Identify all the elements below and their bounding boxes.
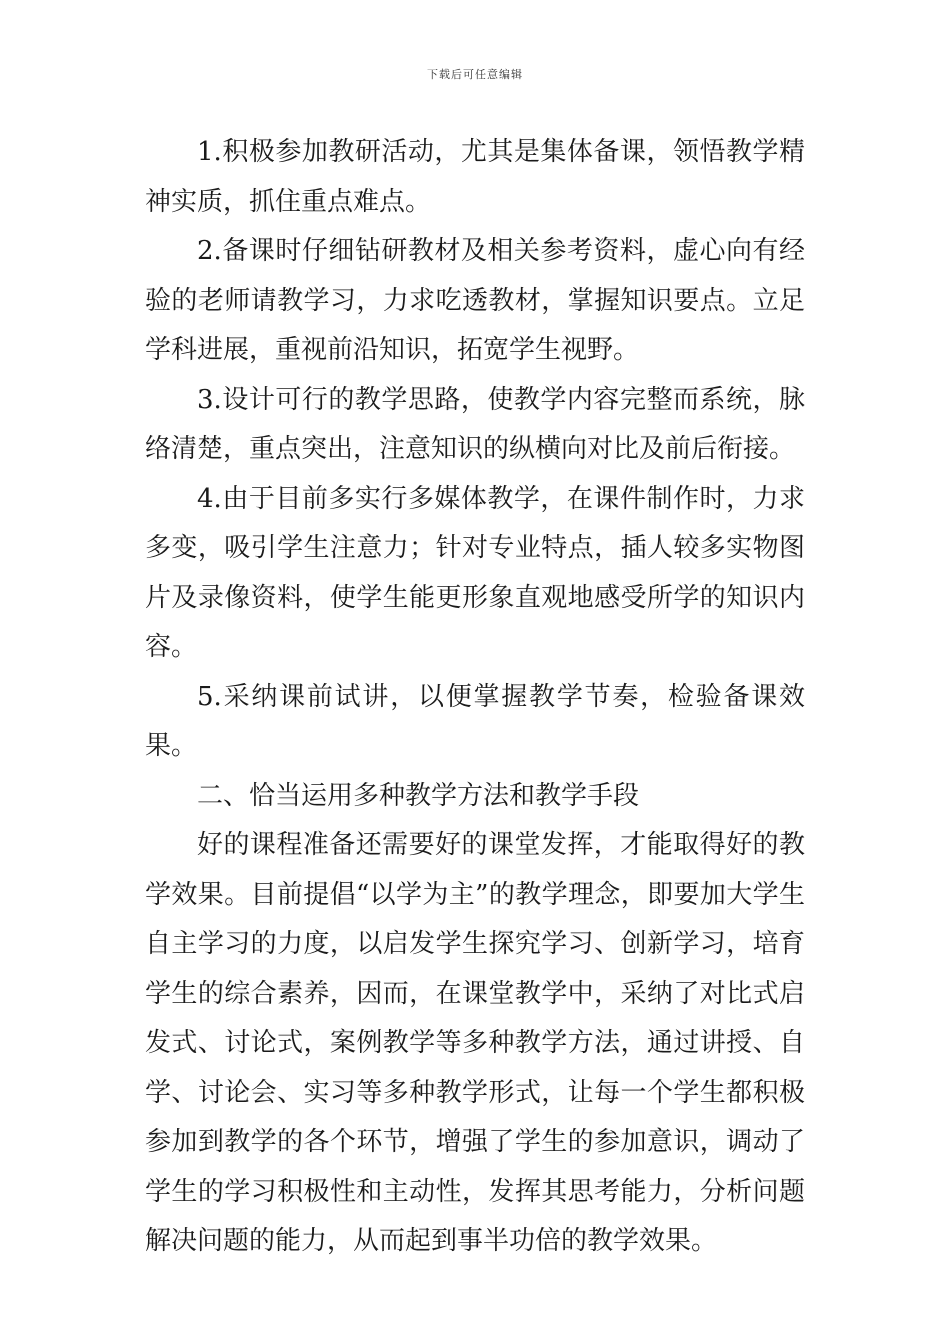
paragraph-item-4: 4.由于目前多实行多媒体教学，在课件制作时，力求多变，吸引学生注意力；针对专业特点，插人较多实物图片及录像资料，使学生能更形象直观地感受所学的知识内容。 xyxy=(145,483,805,662)
paragraph-item-3: 3.设计可行的教学思路，使教学内容完整而系统，脉络清楚，重点突出，注意知识的纵横向对比及前后衔接。 xyxy=(145,384,805,464)
paragraph-item-5: 5.采纳课前试讲，以便掌握教学节奏，检验备课效果。 xyxy=(145,681,805,761)
paragraph-item-1: 1.积极参加教研活动，尤其是集体备课，领悟教学精神实质，抓住重点难点。 xyxy=(145,137,805,217)
paragraph-item-2: 2.备课时仔细钻研教材及相关参考资料，虚心向有经验的老师请教学习，力求吃透教材，掌握知识要点。立足学科进展，重视前沿知识，拓宽学生视野。 xyxy=(145,236,805,365)
paragraph-body: 好的课程准备还需要好的课堂发挥，才能取得好的教学效果。目前提倡“以学为主”的教学理念，即要加大学生自主学习的力度，以启发学生探究学习、创新学习，培育学生的综合素养，因而，在课堂教学中，采纳了对比式启发式、讨论式，案例教学等多种教学方法，通过讲授、自学、讨论会、实习等多种教学形式，让每一个学生都积极参加到教学的各个环节，增强了学生的参加意识，调动了学生的学习积极性和主动性，发挥其思考能力，分析问题解决问题的能力，从而起到事半功倍的教学效果。 xyxy=(145,830,805,1256)
page-header: 下载后可任意编辑 xyxy=(427,68,523,81)
document-body xyxy=(145,128,805,1267)
section-heading: 二、恰当运用多种教学方法和教学手段 xyxy=(197,780,640,811)
